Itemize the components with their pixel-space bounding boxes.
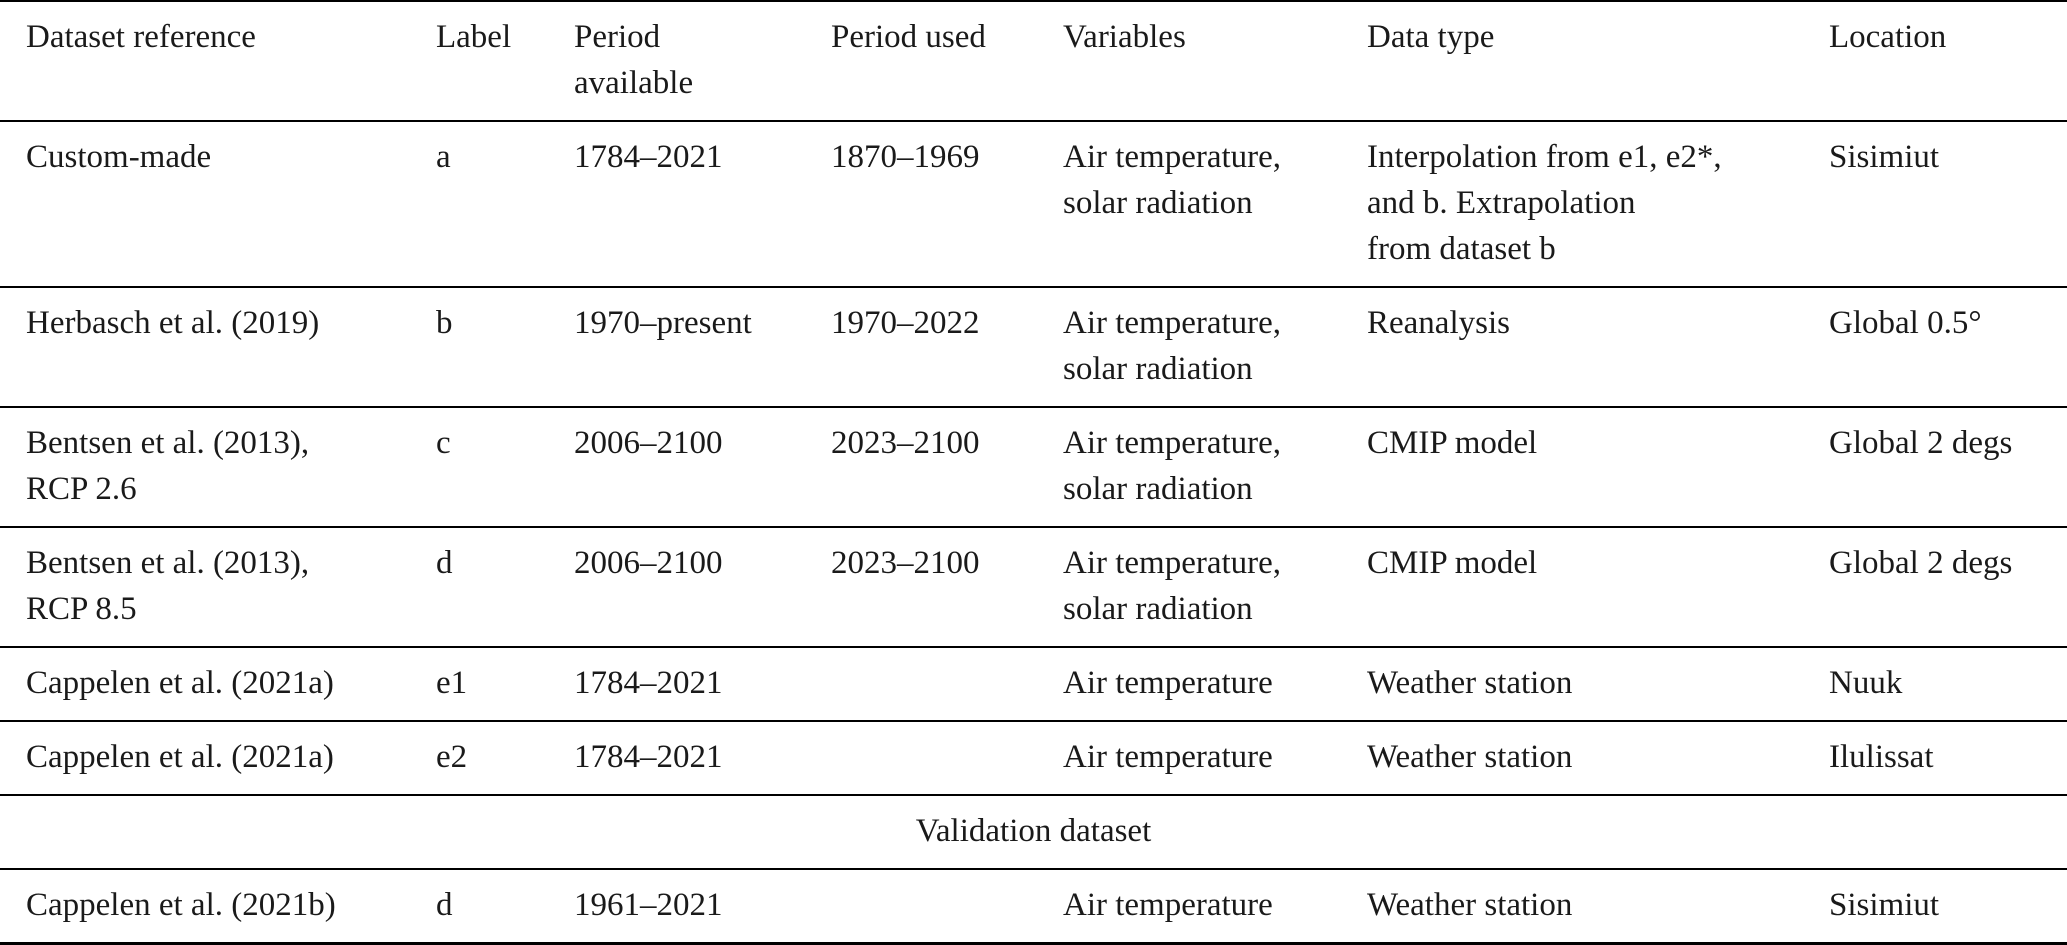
cell-period-used: 1870–1969 [831, 121, 1063, 287]
section-label: Validation dataset [0, 795, 2067, 869]
cell-data-type: Weather station [1367, 869, 1829, 944]
cell-label: b [436, 287, 574, 407]
cell-location: Sisimiut [1829, 121, 2067, 287]
cell-dataset-reference: Cappelen et al. (2021a) [0, 721, 436, 795]
cell-period-used: 2023–2100 [831, 527, 1063, 647]
header-row [0, 1, 2067, 121]
table-row [0, 407, 2067, 527]
cell-period-available: 1784–2021 [574, 647, 831, 721]
cell-period-available: 1970–present [574, 287, 831, 407]
cell-label: e1 [436, 647, 574, 721]
header-dataset-reference: Dataset reference [0, 1, 436, 121]
cell-location: Nuuk [1829, 647, 2067, 721]
cell-data-type: Reanalysis [1367, 287, 1829, 407]
cell-dataset-reference: Cappelen et al. (2021b) [0, 869, 436, 944]
header-label: Label [436, 1, 574, 121]
header-period-used: Period used [831, 1, 1063, 121]
cell-dataset-reference: Bentsen et al. (2013), RCP 2.6 [0, 407, 436, 527]
cell-label: d [436, 869, 574, 944]
cell-variables: Air temperature [1063, 647, 1367, 721]
cell-data-type: Weather station [1367, 721, 1829, 795]
cell-period-available: 2006–2100 [574, 407, 831, 527]
cell-data-type: CMIP model [1367, 527, 1829, 647]
cell-variables: Air temperature, solar radiation [1063, 287, 1367, 407]
header-location: Location [1829, 1, 2067, 121]
cell-label: d [436, 527, 574, 647]
cell-data-type: Interpolation from e1, e2*, and b. Extrapolation from dataset b [1367, 121, 1829, 287]
cell-location: Global 0.5° [1829, 287, 2067, 407]
cell-dataset-reference: Herbasch et al. (2019) [0, 287, 436, 407]
cell-period-available: 1784–2021 [574, 721, 831, 795]
cell-variables: Air temperature [1063, 721, 1367, 795]
cell-dataset-reference: Cappelen et al. (2021a) [0, 647, 436, 721]
table-row [0, 869, 2067, 944]
table-body [0, 121, 2067, 944]
cell-location: Ilulissat [1829, 721, 2067, 795]
cell-label: a [436, 121, 574, 287]
cell-period-available: 1784–2021 [574, 121, 831, 287]
cell-variables: Air temperature [1063, 869, 1367, 944]
table-row [0, 287, 2067, 407]
header-data-type: Data type [1367, 1, 1829, 121]
cell-data-type: CMIP model [1367, 407, 1829, 527]
cell-variables: Air temperature, solar radiation [1063, 527, 1367, 647]
cell-period-used: 2023–2100 [831, 407, 1063, 527]
cell-location: Sisimiut [1829, 869, 2067, 944]
header-variables: Variables [1063, 1, 1367, 121]
cell-variables: Air temperature, solar radiation [1063, 121, 1367, 287]
cell-location: Global 2 degs [1829, 527, 2067, 647]
cell-location: Global 2 degs [1829, 407, 2067, 527]
cell-dataset-reference: Custom-made [0, 121, 436, 287]
table-row [0, 527, 2067, 647]
cell-period-used [831, 869, 1063, 944]
cell-period-used [831, 647, 1063, 721]
table-row [0, 721, 2067, 795]
cell-period-used [831, 721, 1063, 795]
cell-variables: Air temperature, solar radiation [1063, 407, 1367, 527]
table-row [0, 121, 2067, 287]
header-period-available: Period available [574, 1, 831, 121]
table-row [0, 647, 2067, 721]
cell-period-available: 2006–2100 [574, 527, 831, 647]
section-row [0, 795, 2067, 869]
cell-period-used: 1970–2022 [831, 287, 1063, 407]
cell-label: e2 [436, 721, 574, 795]
cell-dataset-reference: Bentsen et al. (2013), RCP 8.5 [0, 527, 436, 647]
cell-data-type: Weather station [1367, 647, 1829, 721]
cell-label: c [436, 407, 574, 527]
cell-period-available: 1961–2021 [574, 869, 831, 944]
